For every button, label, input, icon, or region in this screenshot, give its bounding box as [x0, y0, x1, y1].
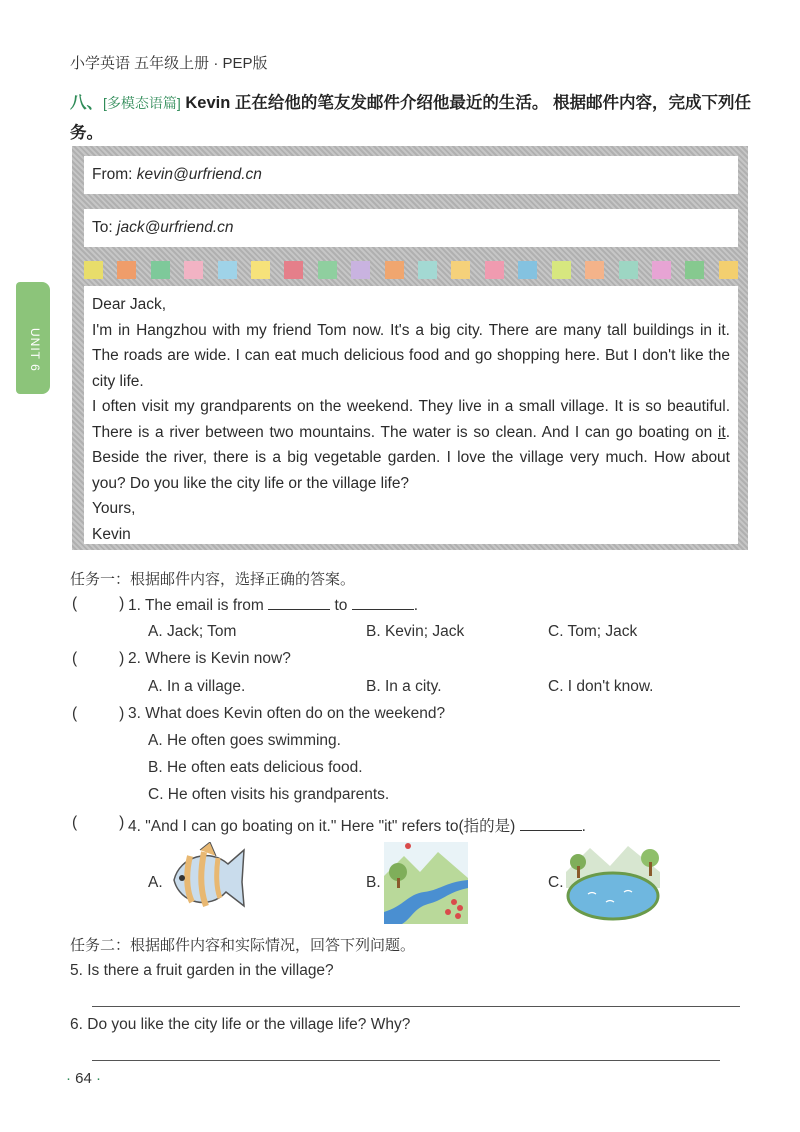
- q1-blank-2[interactable]: [352, 595, 414, 610]
- question-title: [70, 88, 760, 148]
- q4-stem: 4. "And I can go boating on it." Here "it" refers to(指的是) .: [128, 818, 586, 835]
- q3-option-b[interactable]: B. He often eats delicious food.: [148, 759, 363, 776]
- email-paragraph-1: I'm in Hangzhou with my friend Tom now. It's a big city. There are many tall buildings in it. The roads are wide. I can eat much delicious food and go shopping here. But I don't like the city life.: [92, 321, 730, 390]
- stripe-square: [251, 261, 270, 279]
- question-instruction: Kevin 正在给他的笔友发邮件介绍他最近的生活。 根据邮件内容，完成下列任务。: [70, 94, 751, 142]
- page-number: · 64 ·: [66, 1070, 102, 1087]
- lake-image[interactable]: [566, 842, 660, 922]
- q4-answer-paren[interactable]: ( ): [72, 814, 125, 831]
- q4-blank[interactable]: [520, 816, 582, 831]
- q3-stem: 3. What does Kevin often do on the weekend?: [128, 705, 446, 722]
- stripe-square: [485, 261, 504, 279]
- q3-option-a[interactable]: A. He often goes swimming.: [148, 732, 341, 749]
- stripe-square: [385, 261, 404, 279]
- stripe-square: [284, 261, 303, 279]
- decorative-stripes: [84, 261, 738, 279]
- q1-option-a[interactable]: A. Jack; Tom: [148, 623, 237, 640]
- stripe-square: [84, 261, 103, 279]
- stripe-square: [184, 261, 203, 279]
- q6-answer-line[interactable]: [92, 1060, 720, 1061]
- to-label: To:: [92, 219, 113, 236]
- stripe-square: [218, 261, 237, 279]
- stripe-square: [318, 261, 337, 279]
- q6-stem: 6. Do you like the city life or the village life? Why?: [70, 1016, 411, 1033]
- q2-answer-paren[interactable]: ( ): [72, 650, 125, 667]
- email-closing: Yours,: [92, 500, 136, 517]
- q5-stem: 5. Is there a fruit garden in the village?: [70, 962, 334, 979]
- question-number: 八、: [70, 94, 103, 112]
- stripe-square: [552, 261, 571, 279]
- stripe-square: [685, 261, 704, 279]
- stripe-square: [418, 261, 437, 279]
- stripe-square: [619, 261, 638, 279]
- email-signature: Kevin: [92, 525, 131, 543]
- question-tag: [多模态语篇]: [103, 95, 181, 111]
- q1-option-c[interactable]: C. Tom; Jack: [548, 623, 638, 640]
- to-address: jack@urfriend.cn: [117, 219, 234, 236]
- unit-side-tab-label: UNIT 6: [28, 328, 42, 372]
- stripe-square: [585, 261, 604, 279]
- email-from-field: [84, 156, 738, 194]
- q5-answer-line[interactable]: [92, 1006, 740, 1007]
- underlined-it: it: [717, 423, 726, 441]
- from-address: kevin@urfriend.cn: [136, 166, 262, 183]
- email-paragraph-2: I often visit my grandparents on the weekend. They live in a small village. It is so beautiful. There is a river between two mountains. The water is so clean. And I can go boating on it. Beside the river, there is a big vegetable garden. I love the village very much. How about you? Do you like the city life or the village life?: [92, 398, 730, 492]
- stripe-square: [719, 261, 738, 279]
- q4-option-b[interactable]: B.: [366, 874, 381, 891]
- stripe-square: [652, 261, 671, 279]
- q2-stem: 2. Where is Kevin now?: [128, 650, 291, 667]
- q4-option-a[interactable]: A.: [148, 874, 163, 891]
- task1-title: 任务一：根据邮件内容，选择正确的答案。: [70, 571, 356, 588]
- page-header: 小学英语 五年级上册 · PEP版: [70, 55, 268, 72]
- q2-option-b[interactable]: B. In a city.: [366, 678, 442, 695]
- task2-title: 任务二：根据邮件内容和实际情况，回答下列问题。: [70, 937, 416, 954]
- q3-option-c[interactable]: C. He often visits his grandparents.: [148, 786, 390, 803]
- q2-option-a[interactable]: A. In a village.: [148, 678, 246, 695]
- email-greeting: Dear Jack,: [92, 296, 167, 313]
- email-to-field: [84, 209, 738, 247]
- stripe-square: [117, 261, 136, 279]
- from-label: From:: [92, 166, 133, 183]
- stripe-square: [518, 261, 537, 279]
- q3-answer-paren[interactable]: ( ): [72, 705, 125, 722]
- stripe-square: [151, 261, 170, 279]
- unit-side-tab: [16, 282, 50, 394]
- q4-option-c[interactable]: C.: [548, 874, 564, 891]
- river-landscape-image[interactable]: [384, 842, 468, 924]
- q1-stem: 1. The email is from to .: [128, 597, 419, 614]
- stripe-square: [351, 261, 370, 279]
- q1-blank-1[interactable]: [268, 595, 330, 610]
- fish-image[interactable]: [166, 842, 248, 914]
- q1-option-b[interactable]: B. Kevin; Jack: [366, 623, 465, 640]
- stripe-square: [451, 261, 470, 279]
- email-body: [84, 286, 738, 544]
- q1-answer-paren[interactable]: ( ): [72, 595, 125, 612]
- q2-option-c[interactable]: C. I don't know.: [548, 678, 654, 695]
